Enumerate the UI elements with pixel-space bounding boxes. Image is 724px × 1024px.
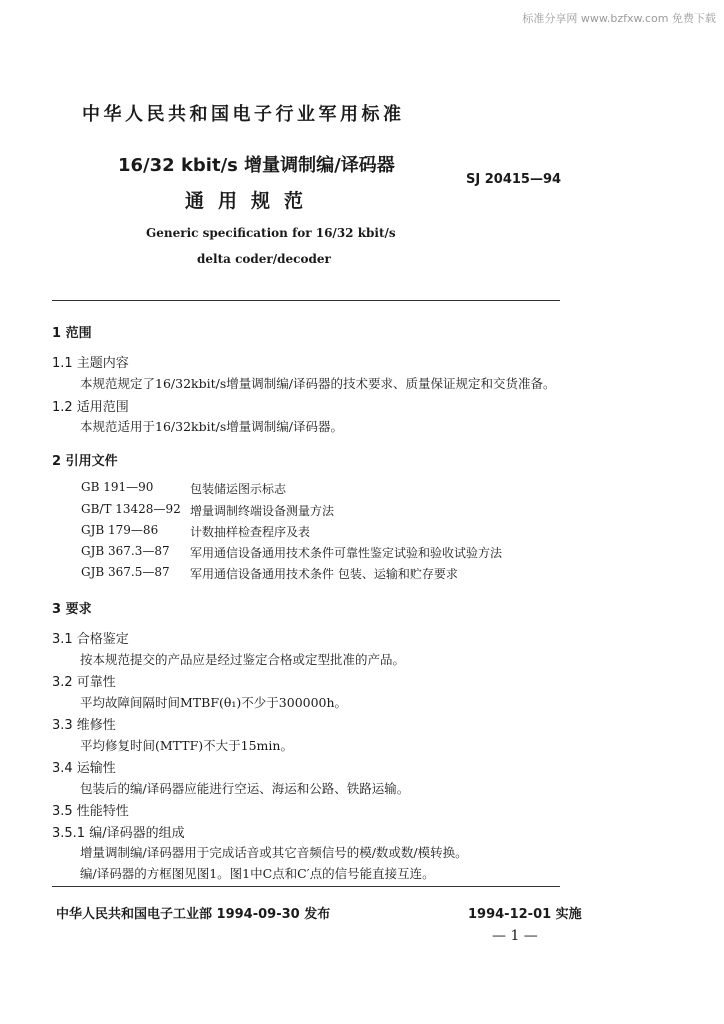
section-1-1-heading: 1.1 主题内容 bbox=[52, 356, 129, 371]
reference-title: 军用通信设备通用技术条件可靠性鉴定试验和验收试验方法 bbox=[190, 546, 503, 560]
section-3-1-heading: 3.1 合格鉴定 bbox=[52, 632, 129, 647]
section-3-2-heading: 3.2 可靠性 bbox=[52, 675, 116, 690]
document-subtitle: 通用规范 bbox=[185, 190, 318, 212]
reference-code: GB/T 13428—92 bbox=[81, 502, 181, 516]
document-title: 16/32 kbit/s 增量调制编/译码器 bbox=[118, 155, 395, 176]
reference-title: 军用通信设备通用技术条件 包装、运输和贮存要求 bbox=[190, 567, 458, 581]
section-3-5-1-heading: 3.5.1 编/译码器的组成 bbox=[52, 826, 185, 841]
standard-header: 中华人民共和国电子行业军用标准 bbox=[82, 104, 405, 125]
top-divider bbox=[52, 300, 560, 301]
bottom-divider bbox=[52, 886, 560, 887]
section-1-2-heading: 1.2 适用范围 bbox=[52, 400, 129, 415]
reference-code: GJB 367.5—87 bbox=[81, 565, 170, 579]
section-1-1-text: 本规范规定了16/32kbit/s增量调制编/译码器的技术要求、质量保证规定和交货准备。 bbox=[80, 376, 556, 391]
english-title-line2: delta coder/decoder bbox=[197, 252, 331, 266]
issuer-line: 中华人民共和国电子工业部 1994-09-30 发布 bbox=[56, 907, 331, 922]
section-3-5-heading: 3.5 性能特性 bbox=[52, 804, 129, 819]
standard-number: SJ 20415—94 bbox=[466, 172, 562, 187]
section-3-5-1-text: 增量调制编/译码器用于完成话音或其它音频信号的模/数或数/模转换。 bbox=[80, 845, 468, 860]
reference-title: 计数抽样检查程序及表 bbox=[190, 525, 311, 539]
section-1-heading: 1 范围 bbox=[52, 326, 92, 341]
section-3-2-text: 平均故障间隔时间MTBF(θ₁)不少于300000h。 bbox=[80, 695, 348, 710]
section-1-2-text: 本规范适用于16/32kbit/s增量调制编/译码器。 bbox=[80, 419, 343, 434]
watermark: 标准分享网 www.bzfxw.com 免费下载 bbox=[522, 12, 716, 25]
section-3-3-heading: 3.3 维修性 bbox=[52, 718, 116, 733]
page-number: — 1 — bbox=[492, 928, 538, 944]
section-3-4-text: 包装后的编/译码器应能进行空运、海运和公路、铁路运输。 bbox=[80, 781, 410, 796]
section-3-5-1-text: 编/译码器的方框图见图1。图1中C点和C′点的信号能直接互连。 bbox=[80, 866, 435, 881]
english-title-line1: Generic specification for 16/32 kbit/s bbox=[146, 226, 396, 240]
section-3-4-heading: 3.4 运输性 bbox=[52, 761, 116, 776]
section-3-1-text: 按本规范提交的产品应是经过鉴定合格或定型批准的产品。 bbox=[80, 652, 406, 667]
reference-title: 增量调制终端设备测量方法 bbox=[190, 504, 335, 518]
effective-date: 1994-12-01 实施 bbox=[468, 907, 582, 922]
reference-title: 包装储运图示标志 bbox=[190, 482, 287, 496]
reference-code: GJB 367.3—87 bbox=[81, 544, 170, 558]
section-3-3-text: 平均修复时间(MTTF)不大于15min。 bbox=[80, 738, 293, 753]
section-2-heading: 2 引用文件 bbox=[52, 454, 118, 469]
reference-code: GJB 179—86 bbox=[81, 523, 159, 537]
section-3-heading: 3 要求 bbox=[52, 602, 92, 617]
reference-code: GB 191—90 bbox=[81, 480, 154, 494]
